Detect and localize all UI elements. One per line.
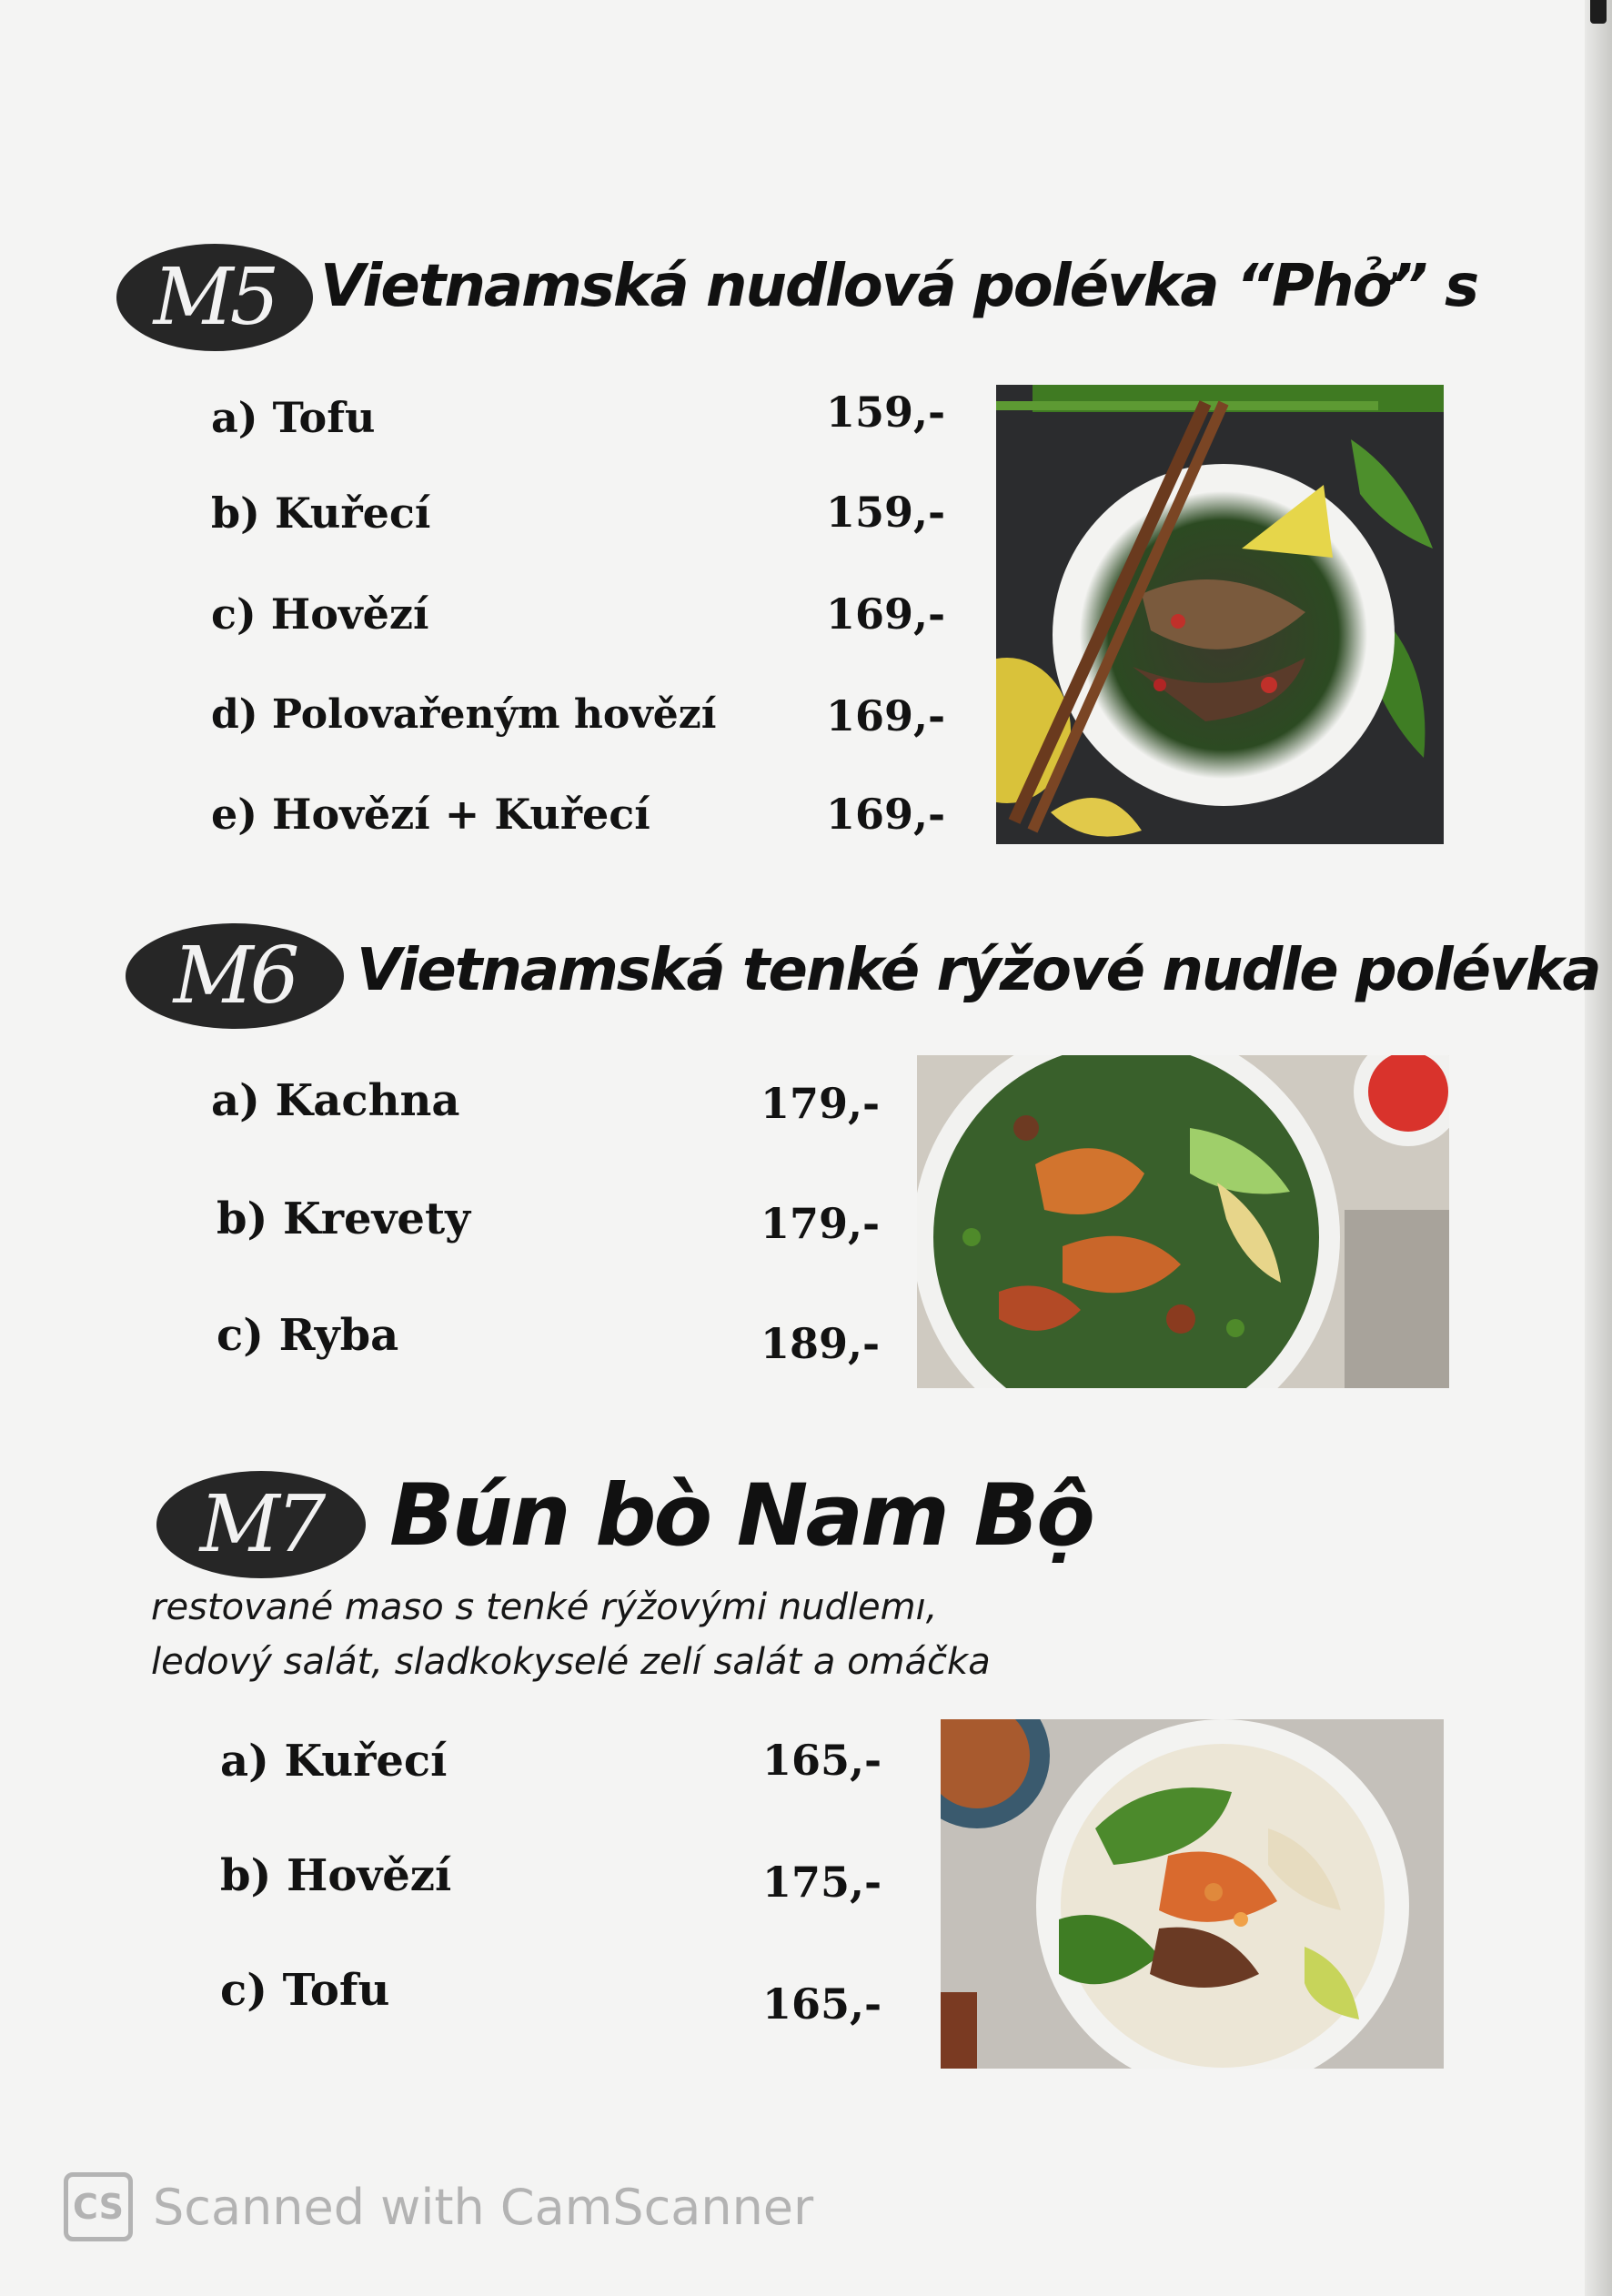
corner-mark [1590,0,1607,24]
m5-code: M5 [153,252,277,343]
m6-title: Vietnamská tenké rýžové nudle polévka [357,937,1600,1004]
m5-price-b: 159,- [826,488,946,537]
m6-item-b: b) Krevety [217,1193,471,1244]
m6-price-a: 179,- [761,1079,881,1128]
m5-item-e: e) Hovězí + Kuřecí [211,790,650,839]
m5-price-d: 169,- [826,691,946,740]
m5-pho-photo [996,385,1444,844]
m5-price-e: 169,- [826,790,946,839]
m5-item-d: d) Polovařeným hovězí [211,691,717,738]
m7-price-b: 175,- [762,1858,882,1907]
m5-item-a: a) Tofu [211,393,376,442]
m5-item-b: b) Kuřecí [211,488,431,538]
m6-badge [126,923,344,1029]
m7-code: M7 [199,1479,323,1570]
m5-item-c: c) Hovězí [211,589,429,639]
m5-price-c: 169,- [826,589,946,639]
m6-price-b: 179,- [761,1199,881,1248]
m5-badge [116,244,313,351]
m7-price-c: 165,- [762,1979,882,2029]
m7-description-line2: ledový salát, sladkokyselé zelí salát a omáčka [151,1641,991,1683]
m7-item-a: a) Kuřecí [220,1736,448,1787]
m7-item-c: c) Tofu [220,1965,390,2016]
m6-item-c: c) Ryba [217,1310,399,1361]
m5-title: Vietnamská nudlová polévka “Phở” s [320,253,1478,320]
m7-title: Bún bò Nam Bộ [389,1466,1093,1566]
m5-price-a: 159,- [826,388,946,437]
m6-item-a: a) Kachna [211,1075,460,1126]
camscanner-watermark [64,2172,813,2241]
m6-code: M6 [173,931,297,1022]
m6-price-c: 189,- [761,1319,881,1368]
camscanner-logo-text: CS [73,2187,124,2227]
m7-price-a: 165,- [762,1736,882,1785]
page-edge [1585,0,1612,2296]
m6-noodle-photo [917,1055,1449,1388]
m7-badge [156,1471,366,1578]
m7-description-line1: restované maso s tenké rýžovými nudlemı, [151,1586,938,1628]
m7-item-b: b) Hovězí [220,1850,452,1901]
m7-bun-bo-photo [941,1719,1444,2069]
camscanner-logo-icon [64,2172,133,2241]
camscanner-text: Scanned with CamScanner [153,2178,814,2236]
